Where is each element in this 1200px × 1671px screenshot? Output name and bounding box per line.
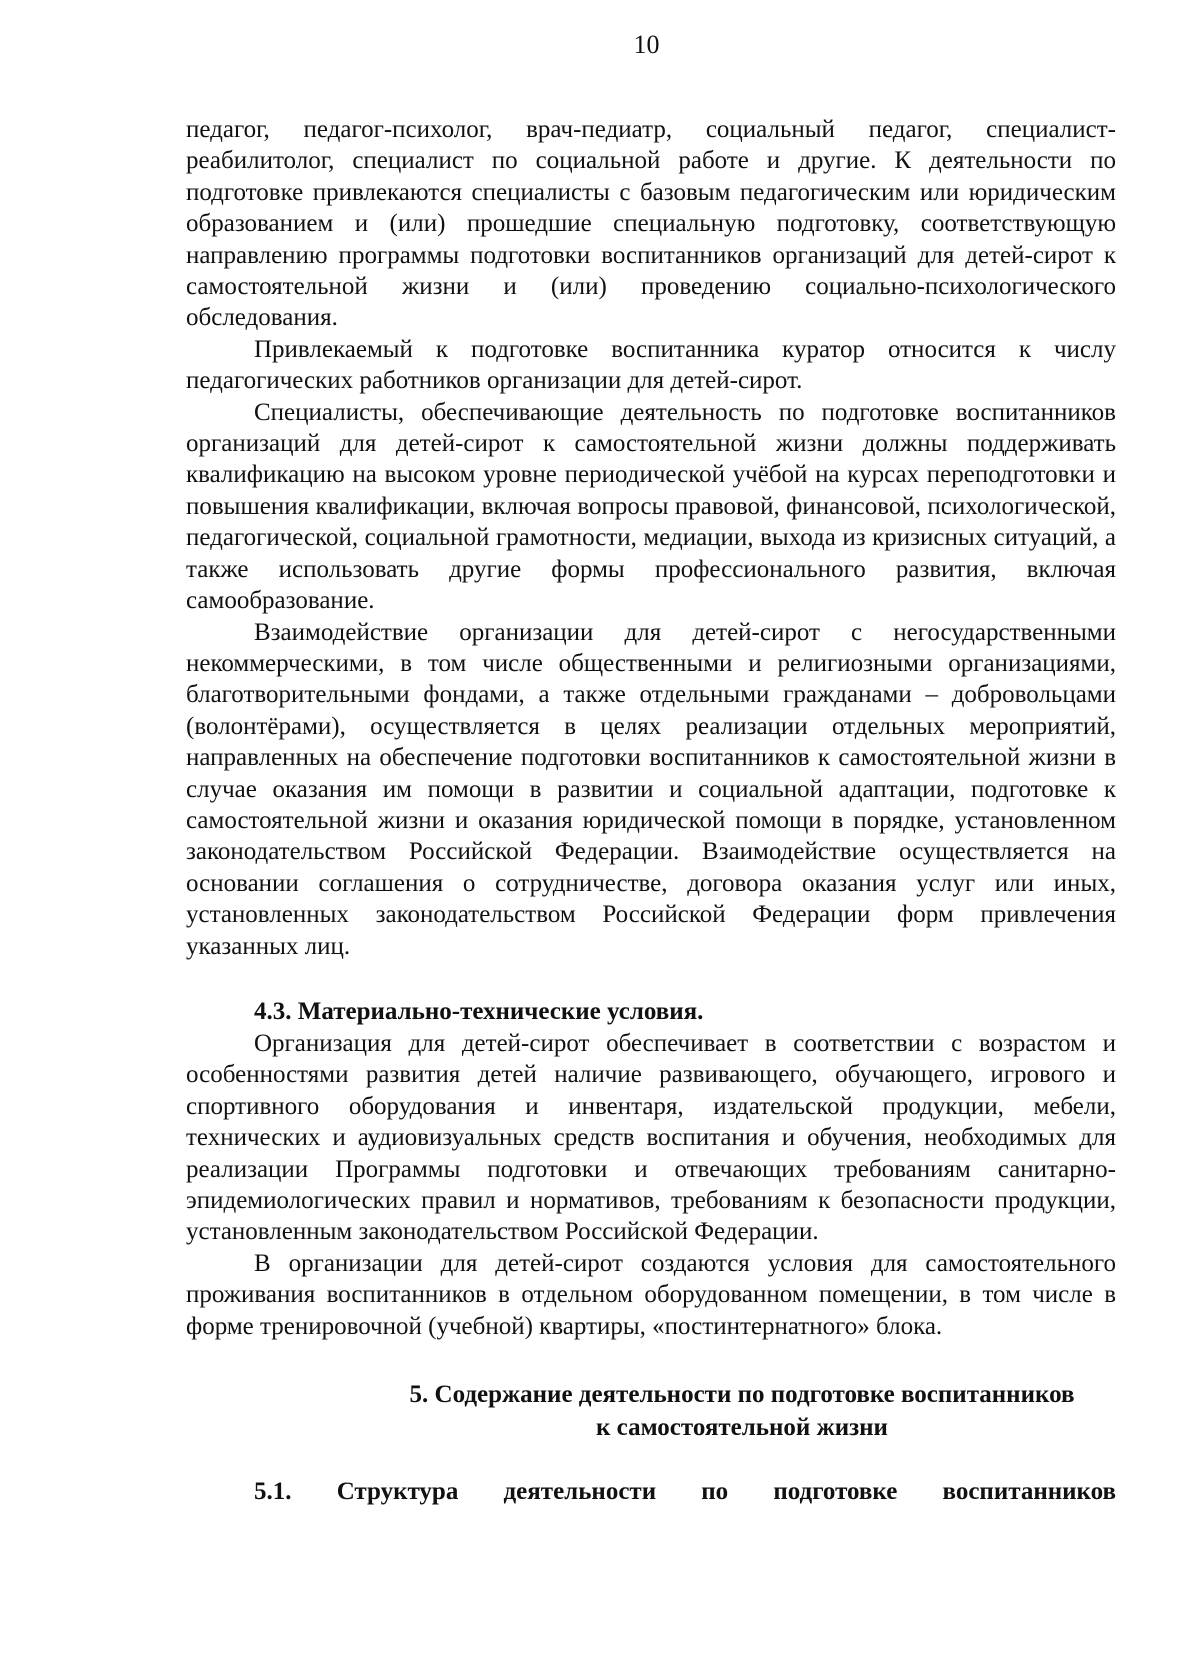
subsection-heading-5-1: 5.1. Структура деятельности по подготовке воспитанников xyxy=(254,1478,1116,1505)
page-number: 10 xyxy=(633,30,660,59)
paragraph-equipment: Организация для детей-сирот обеспечивает в соответствии с возрастом и особенностями развития детей наличие развивающего, обучающего, игрового и спортивного оборудования и инвентаря, издательской продукции, мебели, технических и аудиовизуальных средств воспитания и обучения, необходимых для реализации Программы подготовки и отвечающих требованиям санитарно-эпидемиологических правил и нормативов, требованиям к безопасности продукции, установленным законодательством Российской Федерации. xyxy=(186,1030,1116,1246)
paragraph-staff-list: педагог, педагог-психолог, врач-педиатр, социальный педагог, специалист-реабилитолог, специалист по социальной работе и другие. К деятельности по подготовке привлекаются специалисты с базовым педагогическим или юридическим образованием и (или) прошедшие специальную подготовку, соответствующую направлению программы подготовки воспитанников организаций для детей-сирот к самостоятельной жизни и (или) проведению социально-психологического обследования. xyxy=(186,116,1116,332)
paragraph-living-conditions: В организации для детей-сирот создаются условия для самостоятельного проживания воспитанников в отдельном оборудованном помещении, в том числе в форме тренировочной (учебной) квартиры, «постинтернатного» блока. xyxy=(186,1249,1116,1340)
body-text-block-2 xyxy=(186,1028,1116,1342)
section-heading-5-line-2: к самостоятельной жизни xyxy=(596,1414,888,1441)
paragraph-interaction-ngo: Взаимодействие организации для детей-сирот с негосударственными некоммерческими, в том числе общественными и религиозными организациями, благотворительными фондами, а также отдельными гражданами – добровольцами (волонтёрами), осуществляется в целях реализации отдельных мероприятий, направленных на обеспечение подготовки воспитанников к самостоятельной жизни в случае оказания им помощи в развитии и социальной адаптации, подготовке к самостоятельной жизни и оказания юридической помощи в порядке, установленном законодательством Российской Федерации. Взаимодействие осуществляется на основании соглашения о сотрудничестве, договора оказания услуг или иных, установленных законодательством Российской Федерации форм привлечения указанных лиц. xyxy=(186,618,1116,960)
paragraph-specialists-qualification: Специалисты, обеспечивающие деятельность по подготовке воспитанников организаций для детей-сирот к самостоятельной жизни должны поддерживать квалификацию на высоком уровне периодической учёбой на курсах переподготовки и повышения квалификации, включая вопросы правовой, финансовой, психологической, педагогической, социальной грамотности, медиации, выхода из кризисных ситуаций, а также использовать другие формы профессионального развития, включая самообразование. xyxy=(186,398,1116,615)
section-heading-5 xyxy=(186,1378,1200,1444)
section-heading-5-line-1: 5. Содержание деятельности по подготовке воспитанников xyxy=(409,1381,1075,1408)
subsection-heading-4-3: 4.3. Материально-технические условия. xyxy=(254,998,704,1025)
body-text-block-1 xyxy=(186,114,1116,962)
paragraph-curator: Привлекаемый к подготовке воспитанника куратор относится к числу педагогических работников организации для детей-сирот. xyxy=(186,335,1116,395)
